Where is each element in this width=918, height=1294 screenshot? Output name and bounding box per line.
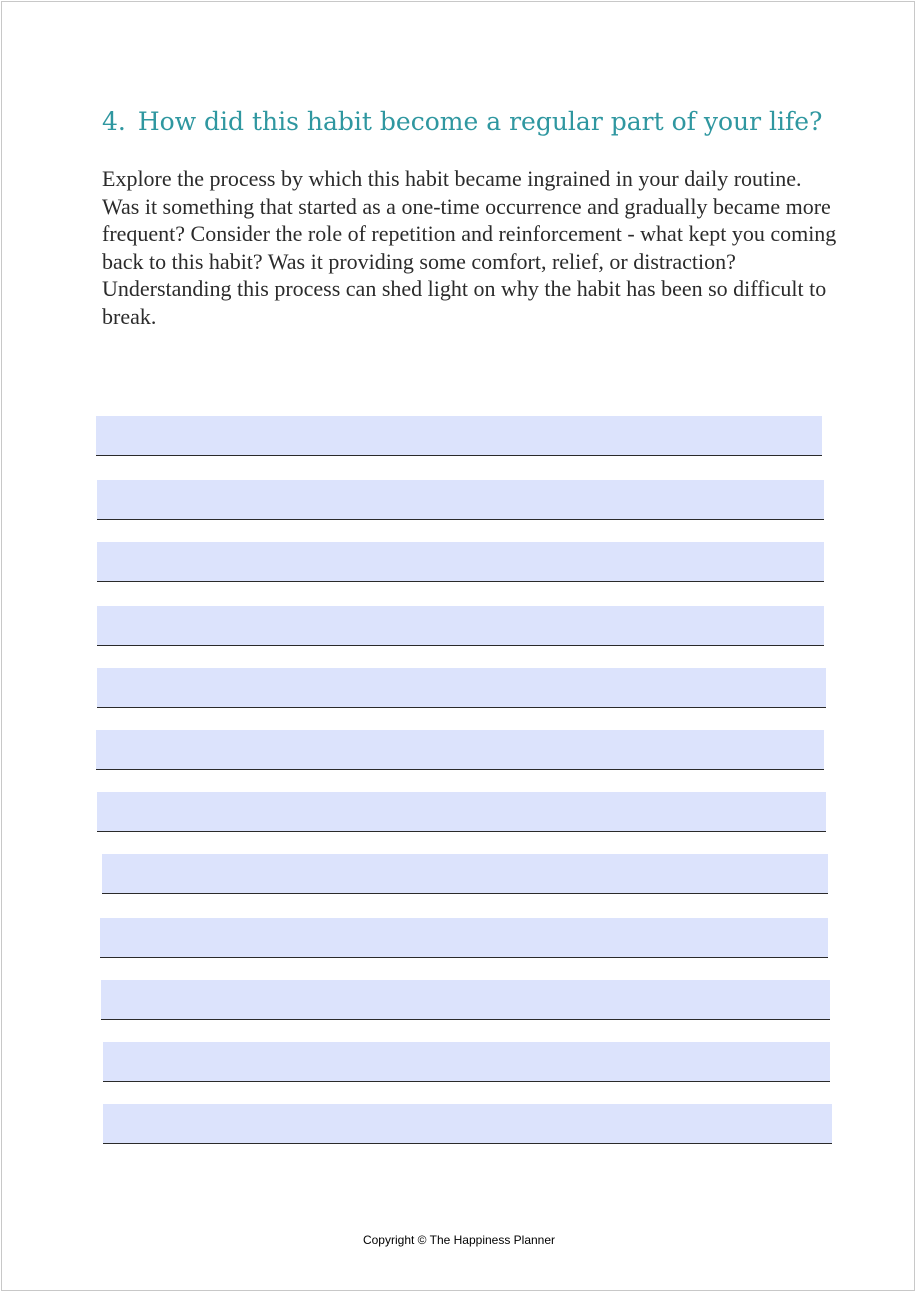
answer-field-8[interactable] xyxy=(102,854,828,894)
answer-field-2[interactable] xyxy=(97,480,824,520)
answer-field-6[interactable] xyxy=(96,730,824,770)
answer-field-11[interactable] xyxy=(103,1042,830,1082)
answer-field-3[interactable] xyxy=(97,542,824,582)
answer-field-4[interactable] xyxy=(97,606,824,646)
answer-field-5[interactable] xyxy=(97,668,826,708)
question-text: How did this habit become a regular part of your life? xyxy=(137,107,823,136)
question-number: 4. xyxy=(102,107,126,136)
answer-field-1[interactable] xyxy=(96,416,822,456)
answer-field-9[interactable] xyxy=(100,918,828,958)
answer-field-10[interactable] xyxy=(101,980,830,1020)
answer-field-7[interactable] xyxy=(97,792,826,832)
question-description: Explore the process by which this habit became ingrained in your daily routine. Was it something that started as a one-time occurrence and gradually became more frequent? Consider the role of repetition and reinforcement - what kept you coming back to this habit? Was it providing some comfort, relief, or distraction? Understanding this process can shed light on why the habit has been so difficult to break. xyxy=(102,166,837,329)
question-title xyxy=(102,104,842,140)
copyright-footer: Copyright © The Happiness Planner xyxy=(362,1233,556,1247)
answer-field-12[interactable] xyxy=(103,1104,832,1144)
